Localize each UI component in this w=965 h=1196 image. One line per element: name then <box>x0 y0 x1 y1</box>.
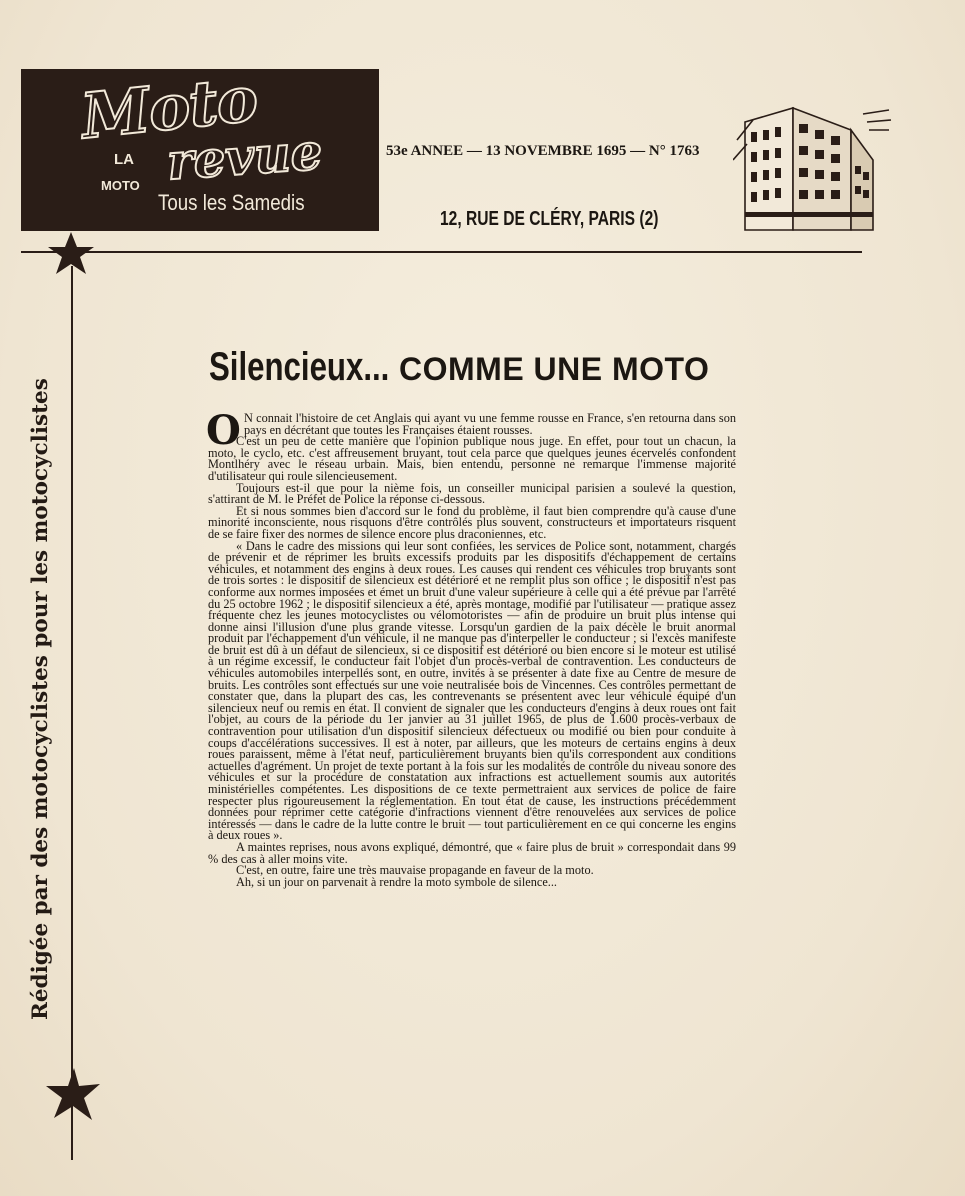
article-title <box>209 345 710 390</box>
logo-la: LA <box>114 151 134 168</box>
paragraph: « Dans le cadre des missions qui leur sont confiées, les services de Police sont, notamment, chargés de prévenir et de réprimer les bruits excessifs produits par les dispositifs d'échappement de certains véhicules, et notamment des engins à deux roues. Les causes qui rendent ces véhicules trop bruyants sont de trois sortes : le dispositif de silencieux est détérioré et ne remplit plus son office ; le dispositif n'est pas conforme aux normes imposées et émet un bruit d'une valeur supérieure à celle qui a été prévue par l'arrêté du 25 octobre 1962 ; le dispositif silencieux a été, après montage, modifié par l'utilisateur — pratique assez fréquente chez les jeunes motocyclistes ou vélomotoristes — afin de produire un bruit plus intense qui donne ainsi l'illusion d'une plus grande vitesse. Lorsqu'un gardien de la paix décèle le bruit anormal produit par l'échappement d'un véhicule, il ne manque pas d'interpeller le conducteur ; si l'excès manifeste de bruit est dû à un défaut de silencieux, si ce dispositif est détérioré ou bien encore si le moteur est utilisé à un régime excessif, le conducteur fait l'objet d'un procès-verbal de contravention. Les conducteurs de véhicules automobiles interpellés sont, en outre, invités à se présenter à date fixe au Centre de mesure de bruits. Les contrôles sont effectués sur une voie neutralisée bois de Vincennes. Ces contrôles permettant de constater que, dans la plupart des cas, les contrevenants se présentent avec leur véhicule équipé d'un silencieux neuf ou remis en état. Il convient de signaler que les conducteurs d'engins à deux roues ont fait l'objet, au cours de la période du 1er janvier au 31 juillet 1965, de plus de 1.600 procès-verbaux de contravention pour utilisation d'un dispositif silencieux défectueux ou modifié ou bien pour conduite à coups d'accélérations successives. Il est à noter, par ailleurs, que les moteurs de certains engins à deux roues paraissent, même à l'état neuf, particulièrement bruyants bien qu'ils correspondent aux conditions actuelles d'agrément. Un projet de texte portant à la fois sur les modalités de contrôle du niveau sonore des véhicules et sur la procédure de constatation aux infractions est actuellement soumis aux autorités ministérielles compétentes. Les dispositions de ce texte permettraient aux services de police de faire respecter plus rigoureusement la réglementation. En tout état de cause, les instructions précédemment données pour réprimer cette catégorie d'infractions viennent d'être renouvelées aux services de police intéressés — dans le cadre de la lutte contre le bruit — tout particulièrement en ce qui concerne les engins à deux roues ». <box>208 538 736 843</box>
star-icon <box>46 1068 100 1120</box>
paragraph: Ah, si un jour on parvenait à rendre la moto symbole de silence... <box>236 874 557 889</box>
paragraph: N connait l'histoire de cet Anglais qui ayant vu une femme rousse en France, s'en retourna dans son pays en décrétant que toutes les Françaises étaient rousses. <box>244 411 736 437</box>
issue-line: 53e ANNEE — 13 NOVEMBRE 1695 — N° 1763 <box>386 143 700 159</box>
header-rule <box>21 251 862 253</box>
dropcap: O <box>206 407 241 454</box>
paragraph: Toujours est-il que pour la nième fois, un conseiller municipal parisien a soulevé la question, s'attirant de M. le Préfet de Police la réponse ci-dessous. <box>208 480 736 507</box>
logo-moto-word: Moto <box>77 62 261 153</box>
logo-moto-small: MOTO <box>101 178 140 193</box>
paragraph: C'est, en outre, faire une très mauvaise propagande en faveur de la moto. <box>236 863 594 878</box>
sidebar-vertical-text: Rédigée par des motocyclistes pour les motocyclistes <box>28 378 53 1020</box>
paragraph: C'est un peu de cette manière que l'opinion publique nous juge. En effet, pour tout un chacun, la moto, le cyclo, etc. c'est affreusement bruyant, tout cela parce que quelques jeunes écervelés confondent Montlhéry avec le réseau urbain. Mais, bien entendu, personne ne remarque l'immense majorité d'utilisateur qui roule silencieusement. <box>208 434 736 483</box>
tagline: Tous les Samedis <box>158 190 305 215</box>
building-illustration-icon <box>733 100 893 234</box>
paragraph: A maintes reprises, nous avons expliqué, démontré, que « faire plus de bruit » correspondait dans 99 % des cas à aller moins vite. <box>208 839 736 866</box>
masthead-logo-block <box>21 62 379 231</box>
side-rule <box>71 266 73 1160</box>
paragraph: Et si nous sommes bien d'accord sur le fond du problème, il faut bien comprendre qu'à cause d'une minorité inconsciente, nous risquons d'être contrôlés plus souvent, constructeurs et importateurs risquent de se faire fixer des normes de silence encore plus draconiennes, etc. <box>208 503 736 541</box>
article-body <box>206 407 736 889</box>
logo-revue-word: revue <box>165 121 325 192</box>
title-part1: Silencieux... <box>209 345 390 389</box>
address: 12, RUE DE CLÉRY, PARIS (2) <box>440 208 659 230</box>
title-part2: COMME UNE MOTO <box>399 351 710 387</box>
star-icon <box>46 232 96 276</box>
